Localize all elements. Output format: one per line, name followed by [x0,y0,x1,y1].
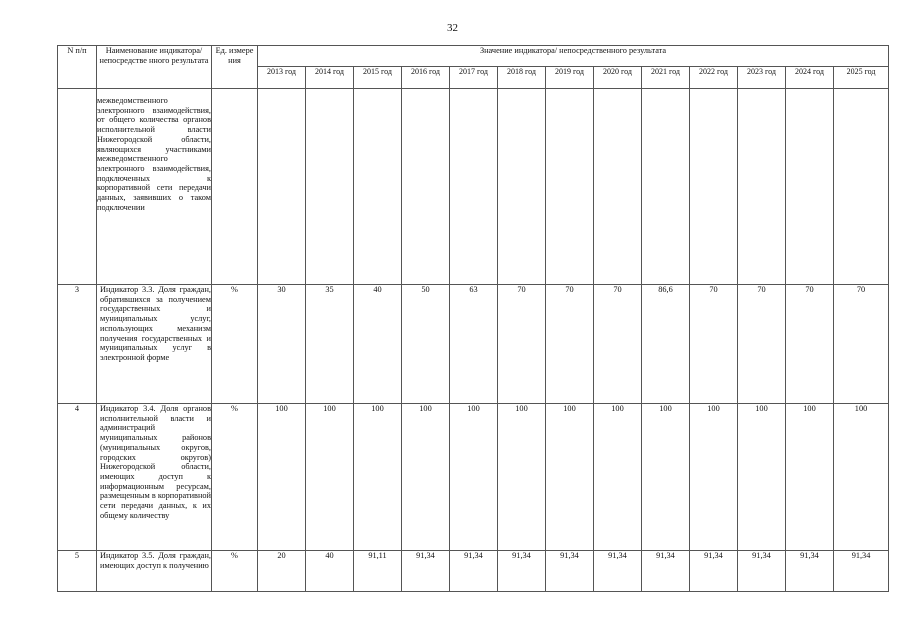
header-year: 2022 год [690,67,738,89]
header-name: Наименование индикатора/непосредстве нного результата [97,46,212,89]
header-year: 2014 год [306,67,354,89]
value-cell: 70 [546,285,594,404]
header-unit: Ед. измере ния [212,46,258,89]
header-year: 2018 год [498,67,546,89]
value-cell: 20 [258,551,306,592]
table-row [58,89,889,285]
header-year: 2021 год [642,67,690,89]
indicator-name: Индикатор 3.3. Доля граждан, обратившихся за получением государственных и муниципальных услуг, использующих механизм получения государственных и муниципальных услуг в электронной форме [97,285,212,404]
unit-cell: % [212,285,258,404]
header-number: N п/п [58,46,97,89]
value-cell: 91,34 [690,551,738,592]
value-cell: 91,34 [546,551,594,592]
value-cell: 91,11 [354,551,402,592]
table-row [58,404,889,551]
header-year: 2025 год [834,67,889,89]
unit-cell: % [212,551,258,592]
value-cell: 91,34 [834,551,889,592]
value-cell: 70 [498,285,546,404]
value-cell: 100 [450,404,498,551]
value-cell: 70 [738,285,786,404]
header-values-group: Значение индикатора/ непосредственного результата [258,46,889,67]
row-number: 4 [58,404,97,551]
header-year: 2023 год [738,67,786,89]
value-cell [354,89,402,285]
value-cell: 70 [786,285,834,404]
value-cell: 100 [306,404,354,551]
value-cell: 100 [834,404,889,551]
value-cell: 100 [498,404,546,551]
value-cell [546,89,594,285]
value-cell [450,89,498,285]
value-cell: 70 [690,285,738,404]
value-cell [834,89,889,285]
value-cell: 30 [258,285,306,404]
indicator-name: Индикатор 3.5. Доля граждан, имеющих доступ к получению [97,551,212,592]
indicators-table [57,45,889,592]
row-number: 3 [58,285,97,404]
value-cell [786,89,834,285]
value-cell [642,89,690,285]
value-cell: 100 [690,404,738,551]
value-cell: 86,6 [642,285,690,404]
value-cell: 91,34 [498,551,546,592]
table-row [58,551,889,592]
value-cell: 40 [306,551,354,592]
value-cell: 100 [546,404,594,551]
value-cell: 100 [642,404,690,551]
value-cell [306,89,354,285]
indicator-name: Индикатор 3.4. Доля органов исполнительной власти и администраций муниципальных районов (муниципальных округов, городских округов) Нижегородской области, имеющих доступ к информационным ресурсам, размещенным в корпоративной сети передачи данных, к их общему количеству [97,404,212,551]
header-year: 2013 год [258,67,306,89]
value-cell: 40 [354,285,402,404]
value-cell: 91,34 [642,551,690,592]
value-cell [498,89,546,285]
header-year: 2015 год [354,67,402,89]
page-number: 32 [447,22,458,34]
value-cell [690,89,738,285]
value-cell: 63 [450,285,498,404]
value-cell: 91,34 [402,551,450,592]
value-cell: 100 [402,404,450,551]
value-cell: 100 [594,404,642,551]
value-cell [594,89,642,285]
header-year: 2019 год [546,67,594,89]
value-cell: 35 [306,285,354,404]
value-cell: 91,34 [594,551,642,592]
value-cell: 91,34 [450,551,498,592]
header-year: 2016 год [402,67,450,89]
value-cell: 100 [258,404,306,551]
row-number: 5 [58,551,97,592]
row-number [58,89,97,285]
header-row-top [58,46,889,67]
value-cell: 100 [786,404,834,551]
unit-cell: % [212,404,258,551]
value-cell: 100 [354,404,402,551]
value-cell [402,89,450,285]
value-cell: 91,34 [786,551,834,592]
unit-cell [212,89,258,285]
indicator-name: межведомственного электронного взаимодействия, от общего количества органов исполнительной власти Нижегородской области, являющихся участниками межведомственного электронного взаимодействия, подключенных к корпоративной сети передачи данных, заявивших о таком подключении [97,89,212,285]
table-row [58,285,889,404]
value-cell: 70 [594,285,642,404]
value-cell: 70 [834,285,889,404]
value-cell [258,89,306,285]
value-cell: 91,34 [738,551,786,592]
header-year: 2020 год [594,67,642,89]
value-cell: 100 [738,404,786,551]
header-year: 2024 год [786,67,834,89]
header-year: 2017 год [450,67,498,89]
value-cell [738,89,786,285]
value-cell: 50 [402,285,450,404]
